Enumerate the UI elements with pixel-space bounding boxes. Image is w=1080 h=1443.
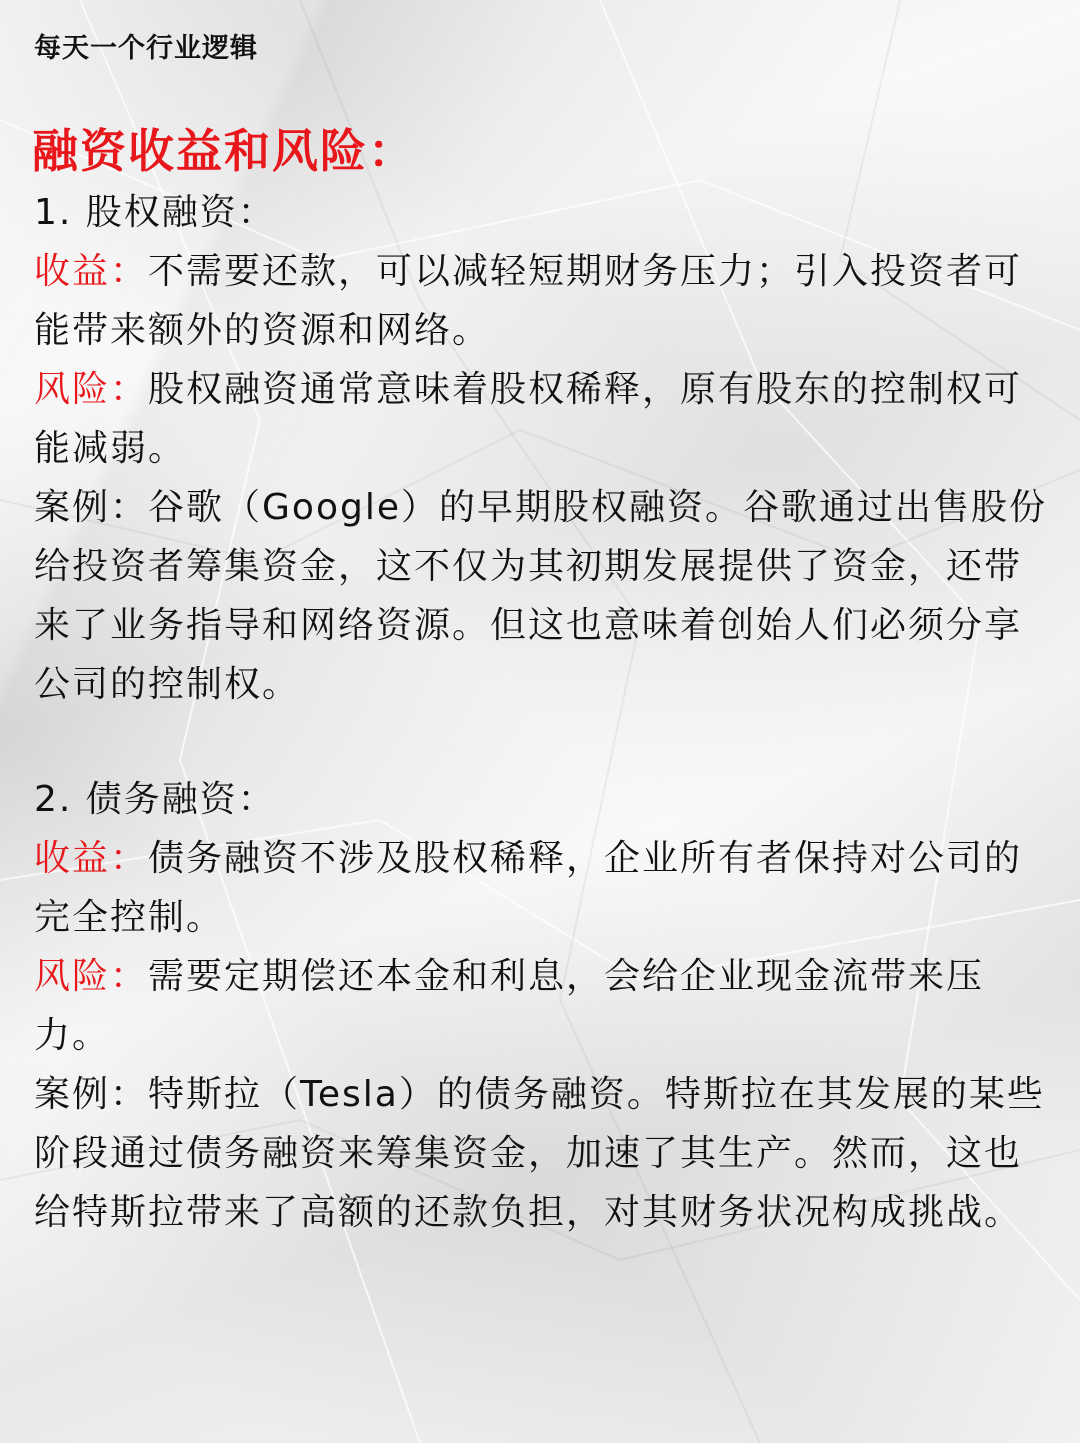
section2-risk	[34, 947, 1050, 1065]
section1-risk-text: 股权融资通常意味着股权稀释，原有股东的控制权可能减弱。	[34, 369, 1023, 469]
section1-case	[34, 478, 1050, 714]
section1-case-label: 案例：	[34, 487, 149, 528]
section2-case-text: 特斯拉（Tesla）的债务融资。特斯拉在其发展的某些阶段通过债务融资来筹集资金，加速了其生产。然而，这也给特斯拉带来了高额的还款负担，对其财务状况构成挑战。	[34, 1074, 1045, 1233]
section2-benefit-text: 债务融资不涉及股权稀释，企业所有者保持对公司的完全控制。	[34, 838, 1023, 938]
section2-case-label: 案例：	[34, 1074, 149, 1115]
section1-case-text: 谷歌（Google）的早期股权融资。谷歌通过出售股份给投资者筹集资金，这不仅为其初期发展提供了资金，还带来了业务指导和网络资源。但这也意味着创始人们必须分享公司的控制权。	[34, 487, 1047, 705]
section2-benefit-label: 收益：	[34, 838, 149, 879]
section2-heading: 2. 债务融资：	[34, 779, 276, 820]
section2-risk-label: 风险：	[34, 956, 149, 997]
section2-benefit	[34, 829, 1050, 947]
section1-benefit-text: 不需要还款，可以减轻短期财务压力；引入投资者可能带来额外的资源和网络。	[34, 251, 1023, 351]
section2-risk-text: 需要定期偿还本金和利息，会给企业现金流带来压力。	[34, 956, 985, 1056]
section1-risk	[34, 360, 1050, 478]
header-label: 每天一个行业逻辑	[34, 33, 258, 64]
page-title: 融资收益和风险：	[32, 124, 416, 178]
section1-benefit	[34, 242, 1050, 360]
section1-risk-label: 风险：	[34, 369, 149, 410]
section1-heading: 1. 股权融资：	[34, 192, 276, 233]
section2-case	[34, 1065, 1050, 1242]
section1-benefit-label: 收益：	[34, 251, 149, 292]
